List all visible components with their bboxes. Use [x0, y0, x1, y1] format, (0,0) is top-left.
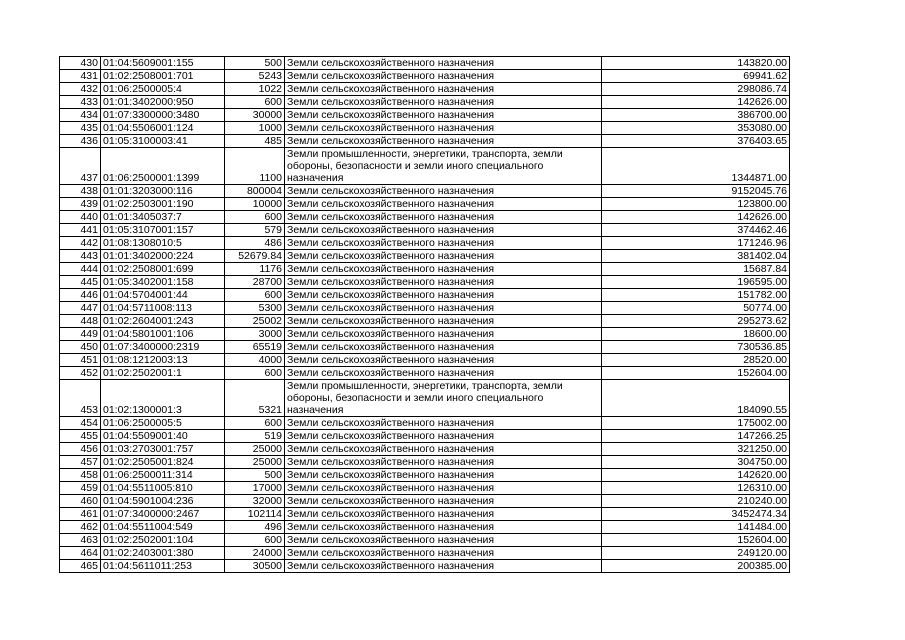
area-cell: 5321	[225, 380, 285, 417]
land-category-cell: Земли сельскохозяйственного назначения	[285, 109, 602, 122]
table-row	[60, 367, 790, 380]
area-cell: 1000	[225, 122, 285, 135]
table-row	[60, 341, 790, 354]
table-row	[60, 148, 790, 185]
cadastral-value-cell: 142626.00	[602, 211, 790, 224]
table-row	[60, 417, 790, 430]
land-category-cell: Земли сельскохозяйственного назначения	[285, 237, 602, 250]
land-category-cell: Земли сельскохозяйственного назначения	[285, 443, 602, 456]
area-cell: 30500	[225, 560, 285, 573]
cadastral-number-cell: 01:06:2500011:314	[101, 469, 225, 482]
cadastral-number-cell: 01:04:5611011:253	[101, 560, 225, 573]
table-row	[60, 211, 790, 224]
cadastral-value-cell: 304750.00	[602, 456, 790, 469]
table-row	[60, 315, 790, 328]
area-cell: 579	[225, 224, 285, 237]
row-number-cell: 430	[60, 57, 101, 70]
row-number-cell: 462	[60, 521, 101, 534]
row-number-cell: 438	[60, 185, 101, 198]
cadastral-number-cell: 01:03:2703001:757	[101, 443, 225, 456]
cadastral-number-cell: 01:01:3402000:950	[101, 96, 225, 109]
land-category-cell: Земли сельскохозяйственного назначения	[285, 341, 602, 354]
cadastral-number-cell: 01:01:3405037:7	[101, 211, 225, 224]
table-row	[60, 560, 790, 573]
cadastral-number-cell: 01:07:3400000:2319	[101, 341, 225, 354]
land-category-cell: Земли сельскохозяйственного назначения	[285, 302, 602, 315]
row-number-cell: 463	[60, 534, 101, 547]
table-row	[60, 96, 790, 109]
row-number-cell: 434	[60, 109, 101, 122]
row-number-cell: 446	[60, 289, 101, 302]
cadastral-number-cell: 01:05:3107001:157	[101, 224, 225, 237]
cadastral-value-cell: 249120.00	[602, 547, 790, 560]
land-category-cell: Земли сельскохозяйственного назначения	[285, 276, 602, 289]
cadastral-value-cell: 298086.74	[602, 83, 790, 96]
table-row	[60, 83, 790, 96]
table-row	[60, 276, 790, 289]
cadastral-number-cell: 01:01:3203000:116	[101, 185, 225, 198]
table-row	[60, 430, 790, 443]
cadastral-value-cell: 200385.00	[602, 560, 790, 573]
land-category-cell: Земли сельскохозяйственного назначения	[285, 83, 602, 96]
row-number-cell: 448	[60, 315, 101, 328]
row-number-cell: 443	[60, 250, 101, 263]
row-number-cell: 451	[60, 354, 101, 367]
area-cell: 600	[225, 534, 285, 547]
row-number-cell: 461	[60, 508, 101, 521]
area-cell: 17000	[225, 482, 285, 495]
table-row	[60, 482, 790, 495]
area-cell: 52679.84	[225, 250, 285, 263]
area-cell: 25000	[225, 456, 285, 469]
table-row	[60, 250, 790, 263]
area-cell: 25000	[225, 443, 285, 456]
cadastral-value-cell: 376403.65	[602, 135, 790, 148]
cadastral-value-cell: 126310.00	[602, 482, 790, 495]
cadastral-number-cell: 01:01:3402000:224	[101, 250, 225, 263]
cadastral-number-cell: 01:04:5506001:124	[101, 122, 225, 135]
area-cell: 32000	[225, 495, 285, 508]
area-cell: 5300	[225, 302, 285, 315]
row-number-cell: 439	[60, 198, 101, 211]
row-number-cell: 455	[60, 430, 101, 443]
area-cell: 500	[225, 57, 285, 70]
table-row	[60, 289, 790, 302]
table-row	[60, 495, 790, 508]
row-number-cell: 447	[60, 302, 101, 315]
cadastral-value-cell: 386700.00	[602, 109, 790, 122]
cadastral-value-cell: 143820.00	[602, 57, 790, 70]
land-category-cell: Земли сельскохозяйственного назначения	[285, 70, 602, 83]
land-category-cell: Земли сельскохозяйственного назначения	[285, 521, 602, 534]
cadastral-value-cell: 196595.00	[602, 276, 790, 289]
land-category-cell: Земли сельскохозяйственного назначения	[285, 250, 602, 263]
area-cell: 25002	[225, 315, 285, 328]
cadastral-number-cell: 01:06:2500005:4	[101, 83, 225, 96]
cadastral-number-cell: 01:02:2502001:104	[101, 534, 225, 547]
area-cell: 486	[225, 237, 285, 250]
cadastral-value-cell: 152604.00	[602, 367, 790, 380]
land-category-cell: Земли сельскохозяйственного назначения	[285, 315, 602, 328]
cadastral-number-cell: 01:02:2403001:380	[101, 547, 225, 560]
cadastral-number-cell: 01:08:1212003:13	[101, 354, 225, 367]
table-row	[60, 469, 790, 482]
cadastral-value-cell: 142626.00	[602, 96, 790, 109]
land-category-cell: Земли сельскохозяйственного назначения	[285, 495, 602, 508]
cadastral-value-cell: 210240.00	[602, 495, 790, 508]
row-number-cell: 436	[60, 135, 101, 148]
cadastral-number-cell: 01:02:2505001:824	[101, 456, 225, 469]
cadastral-number-cell: 01:02:2508001:699	[101, 263, 225, 276]
table-row	[60, 224, 790, 237]
land-category-cell: Земли сельскохозяйственного назначения	[285, 263, 602, 276]
cadastral-value-cell: 50774.00	[602, 302, 790, 315]
cadastral-number-cell: 01:07:3300000:3480	[101, 109, 225, 122]
table-row	[60, 380, 790, 417]
cadastral-number-cell: 01:04:5511004:549	[101, 521, 225, 534]
cadastral-value-cell: 69941.62	[602, 70, 790, 83]
cadastral-number-cell: 01:02:2508001:701	[101, 70, 225, 83]
row-number-cell: 454	[60, 417, 101, 430]
land-category-cell: Земли сельскохозяйственного назначения	[285, 560, 602, 573]
area-cell: 800004	[225, 185, 285, 198]
land-category-cell: Земли сельскохозяйственного назначения	[285, 354, 602, 367]
table-row	[60, 508, 790, 521]
cadastral-number-cell: 01:05:3100003:41	[101, 135, 225, 148]
land-category-cell: Земли сельскохозяйственного назначения	[285, 534, 602, 547]
table-row	[60, 534, 790, 547]
land-category-cell: Земли сельскохозяйственного назначения	[285, 289, 602, 302]
cadastral-value-cell: 3452474.34	[602, 508, 790, 521]
row-number-cell: 431	[60, 70, 101, 83]
cadastral-number-cell: 01:05:3402001:158	[101, 276, 225, 289]
cadastral-number-cell: 01:04:5609001:155	[101, 57, 225, 70]
cadastral-value-cell: 28520.00	[602, 354, 790, 367]
area-cell: 485	[225, 135, 285, 148]
row-number-cell: 456	[60, 443, 101, 456]
area-cell: 600	[225, 417, 285, 430]
table-row	[60, 547, 790, 560]
cadastral-value-cell: 295273.62	[602, 315, 790, 328]
cadastral-value-cell: 381402.04	[602, 250, 790, 263]
land-plots-table	[59, 56, 790, 573]
cadastral-value-cell: 1344871.00	[602, 148, 790, 185]
land-category-cell: Земли сельскохозяйственного назначения	[285, 57, 602, 70]
cadastral-number-cell: 01:07:3400000:2467	[101, 508, 225, 521]
cadastral-number-cell: 01:06:2500005:5	[101, 417, 225, 430]
land-category-cell: Земли сельскохозяйственного назначения	[285, 198, 602, 211]
land-category-cell: Земли сельскохозяйственного назначения	[285, 417, 602, 430]
row-number-cell: 437	[60, 148, 101, 185]
cadastral-number-cell: 01:04:5704001:44	[101, 289, 225, 302]
cadastral-number-cell: 01:08:1308010:5	[101, 237, 225, 250]
land-category-cell: Земли сельскохозяйственного назначения	[285, 135, 602, 148]
land-category-cell: Земли сельскохозяйственного назначения	[285, 211, 602, 224]
area-cell: 65519	[225, 341, 285, 354]
area-cell: 1022	[225, 83, 285, 96]
area-cell: 30000	[225, 109, 285, 122]
table-row	[60, 354, 790, 367]
area-cell: 600	[225, 96, 285, 109]
cadastral-number-cell: 01:02:2503001:190	[101, 198, 225, 211]
land-category-cell: Земли сельскохозяйственного назначения	[285, 456, 602, 469]
cadastral-value-cell: 171246.96	[602, 237, 790, 250]
cadastral-value-cell: 15687.84	[602, 263, 790, 276]
area-cell: 28700	[225, 276, 285, 289]
table-row	[60, 185, 790, 198]
land-category-cell: Земли сельскохозяйственного назначения	[285, 508, 602, 521]
area-cell: 1100	[225, 148, 285, 185]
row-number-cell: 433	[60, 96, 101, 109]
cadastral-value-cell: 152604.00	[602, 534, 790, 547]
table-row	[60, 237, 790, 250]
cadastral-value-cell: 184090.55	[602, 380, 790, 417]
cadastral-value-cell: 9152045.76	[602, 185, 790, 198]
cadastral-number-cell: 01:04:5711008:113	[101, 302, 225, 315]
cadastral-value-cell: 353080.00	[602, 122, 790, 135]
row-number-cell: 442	[60, 237, 101, 250]
table-row	[60, 263, 790, 276]
row-number-cell: 449	[60, 328, 101, 341]
area-cell: 102114	[225, 508, 285, 521]
row-number-cell: 464	[60, 547, 101, 560]
row-number-cell: 457	[60, 456, 101, 469]
row-number-cell: 450	[60, 341, 101, 354]
land-category-cell: Земли сельскохозяйственного назначения	[285, 328, 602, 341]
cadastral-value-cell: 730536.85	[602, 341, 790, 354]
land-category-cell: Земли промышленности, энергетики, транспорта, земли обороны, безопасности и земли иного специального назначения	[285, 380, 602, 417]
area-cell: 1176	[225, 263, 285, 276]
row-number-cell: 452	[60, 367, 101, 380]
row-number-cell: 453	[60, 380, 101, 417]
land-category-cell: Земли сельскохозяйственного назначения	[285, 96, 602, 109]
land-category-cell: Земли сельскохозяйственного назначения	[285, 185, 602, 198]
cadastral-number-cell: 01:02:2502001:1	[101, 367, 225, 380]
cadastral-number-cell: 01:02:2604001:243	[101, 315, 225, 328]
table-row	[60, 135, 790, 148]
cadastral-number-cell: 01:04:5901004:236	[101, 495, 225, 508]
table-row	[60, 57, 790, 70]
land-category-cell: Земли сельскохозяйственного назначения	[285, 224, 602, 237]
area-cell: 3000	[225, 328, 285, 341]
row-number-cell: 465	[60, 560, 101, 573]
land-category-cell: Земли промышленности, энергетики, транспорта, земли обороны, безопасности и земли иного специального назначения	[285, 148, 602, 185]
cadastral-value-cell: 123800.00	[602, 198, 790, 211]
table-row	[60, 521, 790, 534]
row-number-cell: 445	[60, 276, 101, 289]
cadastral-number-cell: 01:04:5801001:106	[101, 328, 225, 341]
area-cell: 500	[225, 469, 285, 482]
area-cell: 10000	[225, 198, 285, 211]
area-cell: 600	[225, 211, 285, 224]
area-cell: 4000	[225, 354, 285, 367]
area-cell: 600	[225, 289, 285, 302]
area-cell: 600	[225, 367, 285, 380]
cadastral-number-cell: 01:04:5509001:40	[101, 430, 225, 443]
area-cell: 519	[225, 430, 285, 443]
table-row	[60, 328, 790, 341]
table-row	[60, 109, 790, 122]
cadastral-value-cell: 175002.00	[602, 417, 790, 430]
table-body	[60, 57, 790, 573]
land-category-cell: Земли сельскохозяйственного назначения	[285, 469, 602, 482]
land-category-cell: Земли сельскохозяйственного назначения	[285, 367, 602, 380]
area-cell: 5243	[225, 70, 285, 83]
row-number-cell: 460	[60, 495, 101, 508]
cadastral-value-cell: 18600.00	[602, 328, 790, 341]
land-category-cell: Земли сельскохозяйственного назначения	[285, 122, 602, 135]
row-number-cell: 432	[60, 83, 101, 96]
row-number-cell: 440	[60, 211, 101, 224]
land-category-cell: Земли сельскохозяйственного назначения	[285, 547, 602, 560]
land-category-cell: Земли сельскохозяйственного назначения	[285, 430, 602, 443]
row-number-cell: 441	[60, 224, 101, 237]
area-cell: 496	[225, 521, 285, 534]
table-row	[60, 70, 790, 83]
table-row	[60, 302, 790, 315]
area-cell: 24000	[225, 547, 285, 560]
row-number-cell: 458	[60, 469, 101, 482]
table-row	[60, 198, 790, 211]
row-number-cell: 435	[60, 122, 101, 135]
land-category-cell: Земли сельскохозяйственного назначения	[285, 482, 602, 495]
table-row	[60, 443, 790, 456]
cadastral-value-cell: 151782.00	[602, 289, 790, 302]
row-number-cell: 459	[60, 482, 101, 495]
row-number-cell: 444	[60, 263, 101, 276]
cadastral-number-cell: 01:02:1300001:3	[101, 380, 225, 417]
cadastral-number-cell: 01:04:5511005:810	[101, 482, 225, 495]
table-row	[60, 122, 790, 135]
cadastral-value-cell: 321250.00	[602, 443, 790, 456]
table-row	[60, 456, 790, 469]
cadastral-value-cell: 374462.46	[602, 224, 790, 237]
cadastral-value-cell: 147266.25	[602, 430, 790, 443]
cadastral-value-cell: 142620.00	[602, 469, 790, 482]
cadastral-number-cell: 01:06:2500001:1399	[101, 148, 225, 185]
cadastral-value-cell: 141484.00	[602, 521, 790, 534]
